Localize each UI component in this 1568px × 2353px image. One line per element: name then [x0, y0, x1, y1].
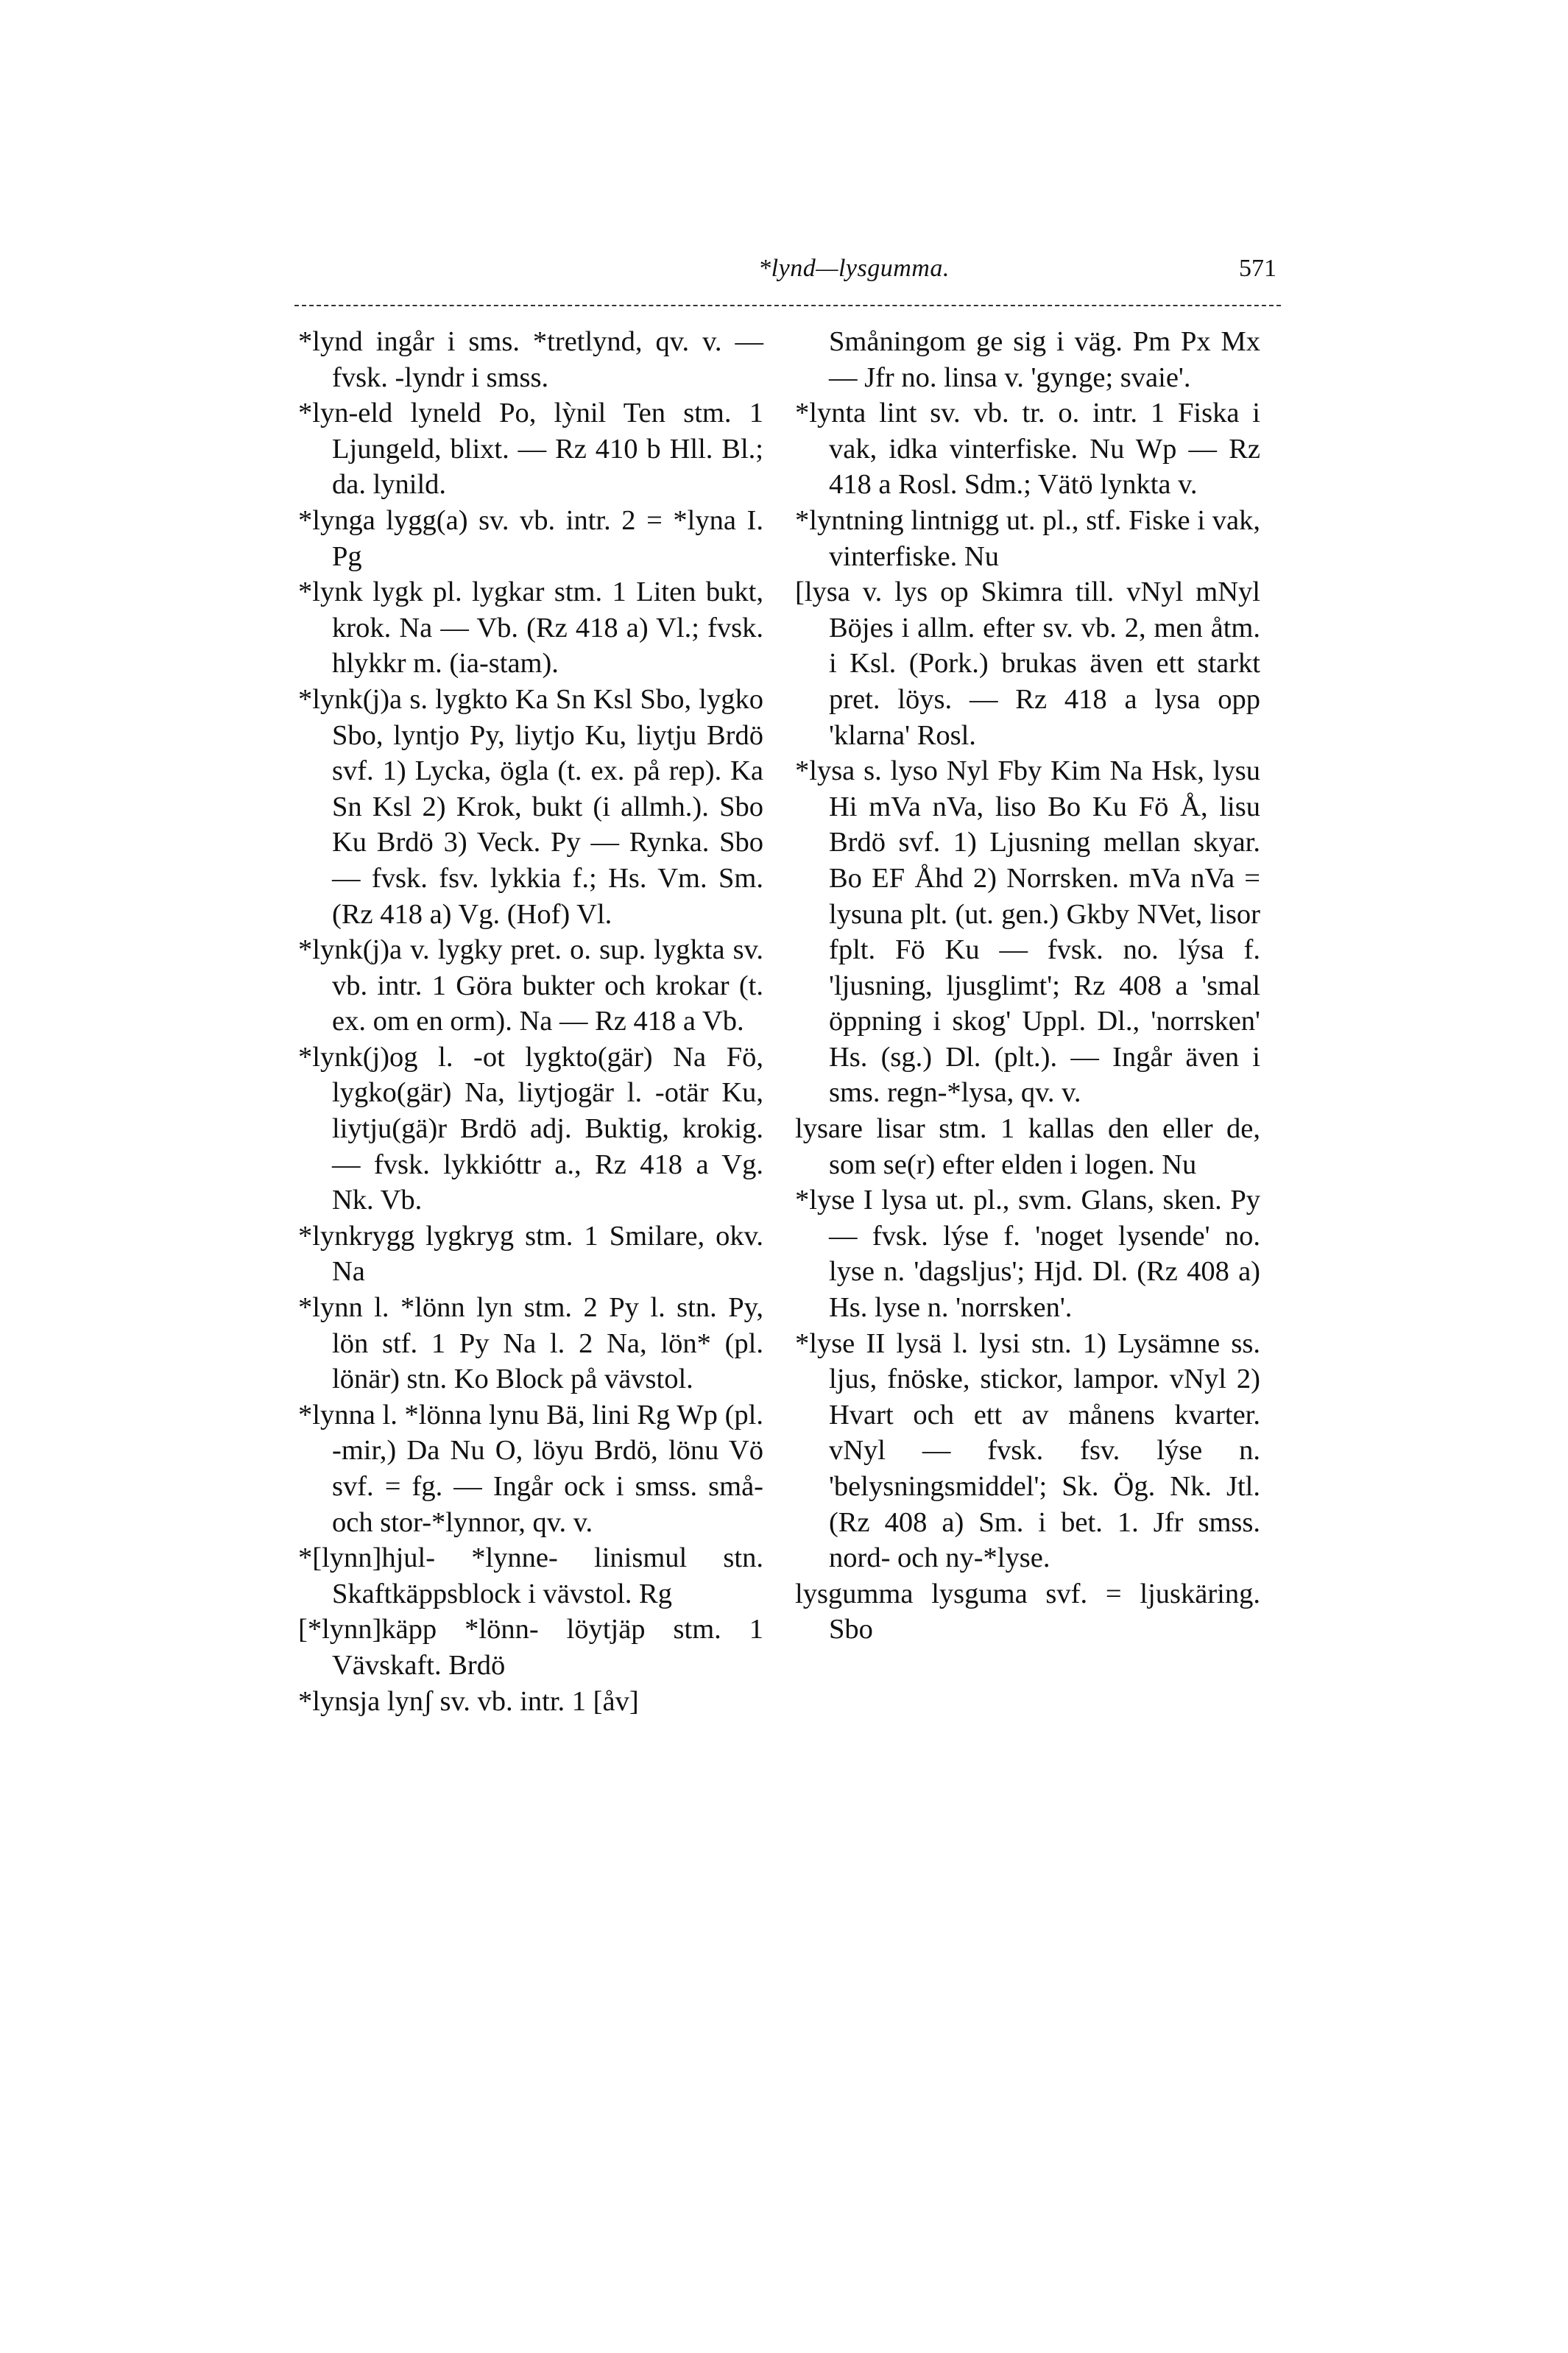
entry-lynsja: *lynsja lynʃ sv. vb. intr. 1 [åv] — [298, 1685, 639, 1717]
header-rule — [294, 305, 1281, 306]
entry-lynkjog: *lynk(j)og l. -ot lygkto(gär) Na Fö, lygko(gär) Na, liytjogär l. -otär Ku, liytju(gä)r Brdö adj. Buktig, krokig. — fvsk. lykkióttr a., Rz 418 a Vg. Nk. Vb. — [298, 1041, 763, 1216]
entry-lyn-eld: *lyn-eld lyneld Po, lỳnil Ten stm. 1 Ljungeld, blixt. — Rz 410 b Hll. Bl.; da. lynild. — [298, 398, 763, 501]
entry-lynna: *lynna l. *lönna lynu Bä, lini Rg Wp (pl. -mir,) Da Nu O, löyu Brdö, lönu Vö svf. = fg. — Ingår ock i smss. små- och stor-*lynnor, qv. v. — [298, 1399, 763, 1538]
entry-lynnkapp: [*lynn]käpp *lönn- löytjäp stm. 1 Vävskaft. Brdö — [298, 1614, 763, 1681]
entry-lynn: *lynn l. *lönn lyn stm. 2 Py l. stn. Py, lön stf. 1 Py Na l. 2 Na, lön* (pl. lönär) stn. Ko Block på vävstol. — [298, 1292, 763, 1395]
entry-lysare: lysare lisar stm. 1 kallas den eller de, som se(r) efter elden i logen. Nu — [795, 1113, 1260, 1180]
entry-lysa-s: *lysa s. lyso Nyl Fby Kim Na Hsk, lysu Hi mVa nVa, liso Bo Ku Fö Å, lisu Brdö svf. 1) Ljusning mellan skyar. Bo EF Åhd 2) Norrsken. mVa nVa = lysuna plt. (ut. gen.) Gkby NVet, lisor fplt. Fö Ku — fvsk. no. lýsa f. 'ljusning, ljusglimt'; Rz 408 a 'smal öppning i skog' Uppl. Dl., 'norrsken' Hs. (sg.) Dl. (plt.). — Ingår även i sms. regn-*lysa, qv. v. — [795, 755, 1260, 1109]
entry-lynnhjul: *[lynn]hjul- *lynne- linismul stn. Skaftkäppsblock i vävstol. Rg — [298, 1542, 763, 1609]
entry-lyse-ii: *lyse II lysä l. lysi stn. 1) Lysämne ss. ljus, fnöske, stickor, lampor. vNyl 2) Hvart och ett av månens kvarter. vNyl — fvsk. fsv. lýse n. 'belysningsmiddel'; Sk. Ög. Nk. Jtl. (Rz 408 a) Sm. i bet. 1. Jfr smss. nord- och ny-*lyse. — [795, 1327, 1260, 1574]
entry-lynd: *lynd ingår i sms. *tretlynd, qv. v. — fvsk. -lyndr i smss. — [298, 326, 763, 393]
entry-lynk: *lynk lygk pl. lygkar stm. 1 Liten bukt, krok. Na — Vb. (Rz 418 a) Vl.; fvsk. hlykkr m. (ia-stam). — [298, 576, 763, 680]
entry-lysa-v: [lysa v. lys op Skimra till. vNyl mNyl Böjes i allm. efter sv. vb. 2, men åtm. i Ksl. (Pork.) brukas även ett starkt pret. löys. — Rz 418 a lysa opp 'klarna' Rosl. — [795, 576, 1260, 751]
entry-lyntning: *lyntning lintnigg ut. pl., stf. Fiske i vak, vinterfiske. Nu — [795, 504, 1260, 572]
entry-lynkja-s: *lynk(j)a s. lygkto Ka Sn Ksl Sbo, lygko Sbo, lyntjo Py, liytjo Ku, liytju Brdö svf. 1) Lycka, ögla (t. ex. på rep). Ka Sn Ksl 2) Krok, bukt (i allmh.). Sbo Ku Brdö 3) Veck. Py — Rynka. Sbo — fvsk. fsv. lykkia f.; Hs. Vm. Sm. (Rz 418 a) Vg. (Hof) Vl. — [298, 683, 763, 930]
running-title: *lynd—lysgumma. — [758, 255, 950, 282]
left-column — [298, 324, 763, 1719]
entry-lynkrygg: *lynkrygg lygkryg stm. 1 Smilare, okv. Na — [298, 1220, 763, 1288]
entry-lynsja-continued: Småningom ge sig i väg. Pm Px Mx — Jfr no. linsa v. 'gynge; svaie'. — [829, 326, 1260, 393]
entry-lyse-i: *lyse I lysa ut. pl., svm. Glans, sken. Py — fvsk. lýse f. 'noget lysende' no. lyse n. 'dagsljus'; Hjd. Dl. (Rz 408 a) Hs. lyse n. 'norrsken'. — [795, 1185, 1260, 1324]
right-column — [795, 324, 1260, 1648]
entry-lynta: *lynta lint sv. vb. tr. o. intr. 1 Fiska i vak, idka vinterfiske. Nu Wp — Rz 418 a Rosl. Sdm.; Vätö lynkta v. — [795, 398, 1260, 501]
entry-lynkja-v: *lynk(j)a v. lygky pret. o. sup. lygkta sv. vb. intr. 1 Göra bukter och krokar (t. ex. om en orm). Na — Rz 418 a Vb. — [298, 934, 763, 1037]
page-header — [294, 255, 1281, 299]
page-number: 571 — [1239, 255, 1276, 282]
entry-lysgumma: lysgumma lysguma svf. = ljuskäring. Sbo — [795, 1578, 1260, 1645]
entry-lynga: *lynga lygg(a) sv. vb. intr. 2 = *lyna I. Pg — [298, 504, 763, 572]
